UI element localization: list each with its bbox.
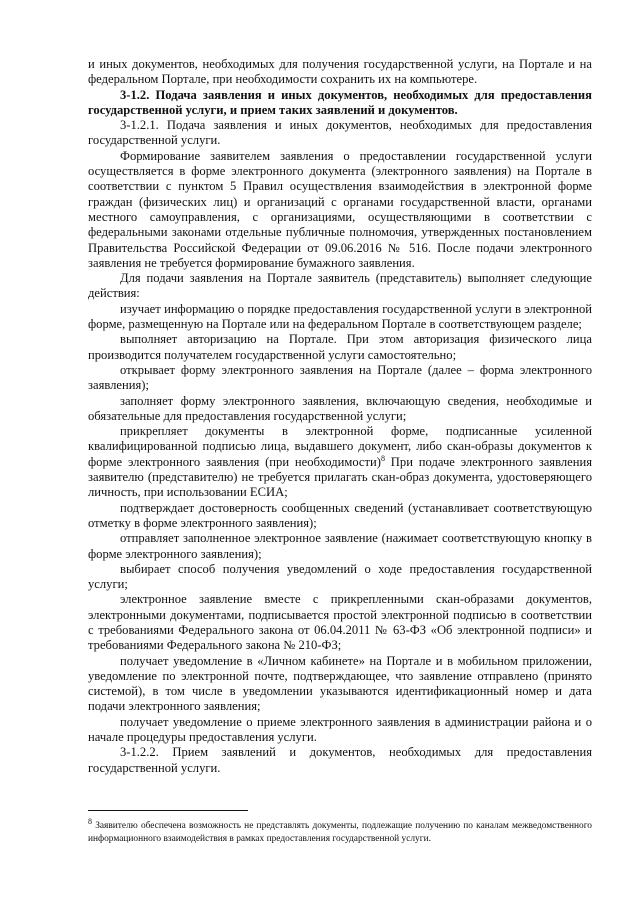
document-body [88, 57, 592, 776]
section-heading: 3-1.2. Подача заявления и иных документов, необходимых для предоставления государственной услуги, и прием таких заявлений и документов. [88, 87, 592, 117]
paragraph: Формирование заявителем заявления о предоставлении государственной услуги осуществляется в форме электронного документа (электронного заявления) на Портале в соответствии с пунктом 5 Правил осуществления взаимодействия в электронной форме граждан (физических лиц) и организаций с органами государственной власти, органами местного самоуправления, с организациями, осуществляющими в соответствии с федеральными законами отдельные публичные полномочия, утвержденных постановлением Правительства Российской Федерации от 09.06.2016 № 516. После подачи электронного заявления не требуется формирование бумажного заявления. [88, 148, 592, 270]
footnote-reference[interactable]: 8 [380, 453, 385, 463]
footnote-divider [88, 810, 248, 811]
list-item: электронное заявление вместе с прикрепленными скан-образами документов, электронными документами, подписывается простой электронной подписью в соответствии с требованиями Федерального закона от 06.04.2011 № 63-ФЗ «Об электронной подписи» и требованиями Федерального закона № 210-ФЗ; [88, 592, 592, 653]
paragraph: Для подачи заявления на Портале заявитель (представитель) выполняет следующие действия: [88, 271, 592, 301]
list-item: подтверждает достоверность сообщенных сведений (устанавливает соответствующую отметку в форме электронного заявления); [88, 500, 592, 530]
list-item: изучает информацию о порядке предоставления государственной услуги в электронной форме, размещенную на Портале или на федеральном Портале в соответствующем разделе; [88, 301, 592, 332]
list-item-text-continued: При подаче электронного заявления заявителю (представителю) не требуется прилагать скан-образ документа, удостоверяющего личность, при использовании ЕСИА; [88, 454, 592, 500]
list-item: выполняет авторизацию на Портале. При этом авторизация физического лица производится получателем государственной услуги самостоятельно; [88, 332, 592, 362]
subsection-heading: 3-1.2.1. Подача заявления и иных документов, необходимых для предоставления государственной услуги. [88, 118, 592, 148]
list-item: открывает форму электронного заявления на Портале (далее – форма электронного заявления); [88, 362, 592, 393]
list-item: заполняет форму электронного заявления, включающую сведения, необходимые и обязательные для предоставления государственной услуги; [88, 393, 592, 423]
list-item: выбирает способ получения уведомлений о ходе предоставления государственной услуги; [88, 561, 592, 592]
footnote-mark: 8 [88, 816, 92, 826]
list-item: получает уведомление о приеме электронного заявления в администрации района и о начале процедуры предоставления услуги. [88, 714, 592, 745]
list-item [88, 424, 592, 500]
list-item-text: прикрепляет документы в электронной форме, подписанные усиленной квалифицированной подписью лица, выдавшего документ, либо скан-образы документов к форме электронного заявления (при необходимости) [88, 424, 592, 469]
footnote [88, 816, 592, 846]
list-item: отправляет заполненное электронное заявление (нажимает соответствующую кнопку в форме электронного заявления); [88, 531, 592, 561]
paragraph: и иных документов, необходимых для получения государственной услуги, на Портале и на федеральном Портале, при необходимости сохранить их на компьютере. [88, 57, 592, 87]
subsection-heading: 3-1.2.2. Прием заявлений и документов, необходимых для предоставления государственной услуги. [88, 745, 592, 775]
footnote-text: Заявителю обеспечена возможность не представлять документы, подлежащие получению по каналам межведомственного информационного взаимодействия в рамках предоставления государственной услуги. [88, 821, 592, 844]
list-item: получает уведомление в «Личном кабинете» на Портале и в мобильном приложении, уведомление по электронной почте, подтверждающее, что заявление отправлено (принято системой), в том числе в уведомлении указываются идентификационный номер и дата подачи электронного заявления; [88, 653, 592, 714]
